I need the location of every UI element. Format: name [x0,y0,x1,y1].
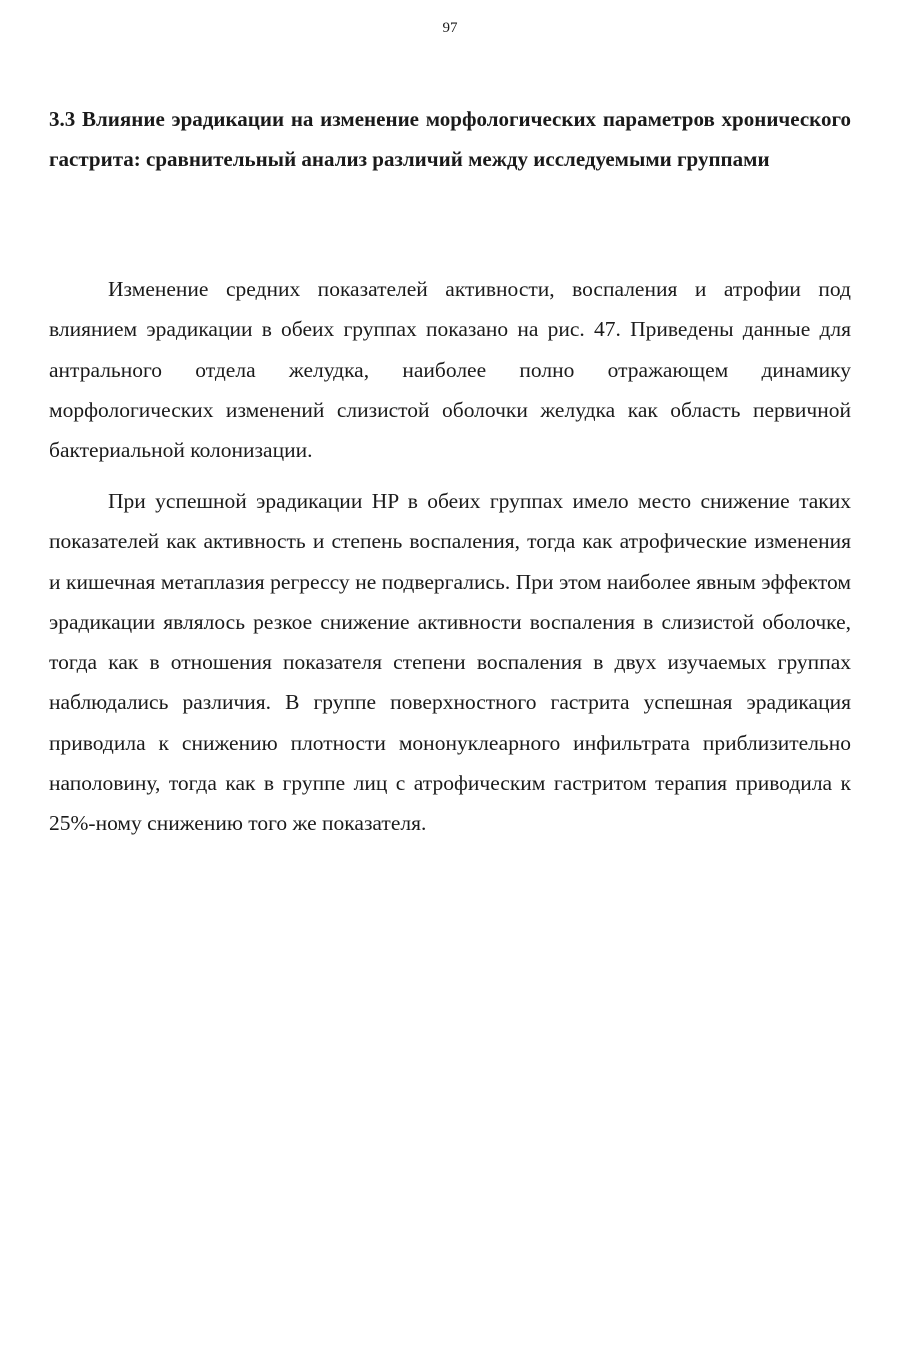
section-heading: 3.3 Влияние эрадикации на изменение морфологических параметров хронического гастрита: сравнительный анализ различий между исследуемыми группами [49,107,851,171]
body-paragraph-2: При успешной эрадикации HP в обеих группах имело место снижение таких показателей как активность и степень воспаления, тогда как атрофические изменения и кишечная метаплазия регрессу не подвергались. При этом наиболее явным эффектом эрадикации являлось резкое снижение активности воспаления в слизистой оболочке, тогда как в отношения показателя степени воспаления в двух изучаемых группах наблюдались различия. В группе поверхностного гастрита успешная эрадикация приводила к снижению плотности мононуклеарного инфильтрата приблизительно наполовину, тогда как в группе лиц с атрофическим гастритом терапия приводила к 25%-ному снижению того же показателя. [49,489,851,836]
page-number: 97 [442,20,458,36]
body-paragraph-1: Изменение средних показателей активности, воспаления и атрофии под влиянием эрадикации в обеих группах показано на рис. 47. Приведены данные для антрального отдела желудка, наиболее полно отражающем динамику морфологических изменений слизистой оболочки желудка как область первичной бактериальной колонизации. [49,277,851,463]
